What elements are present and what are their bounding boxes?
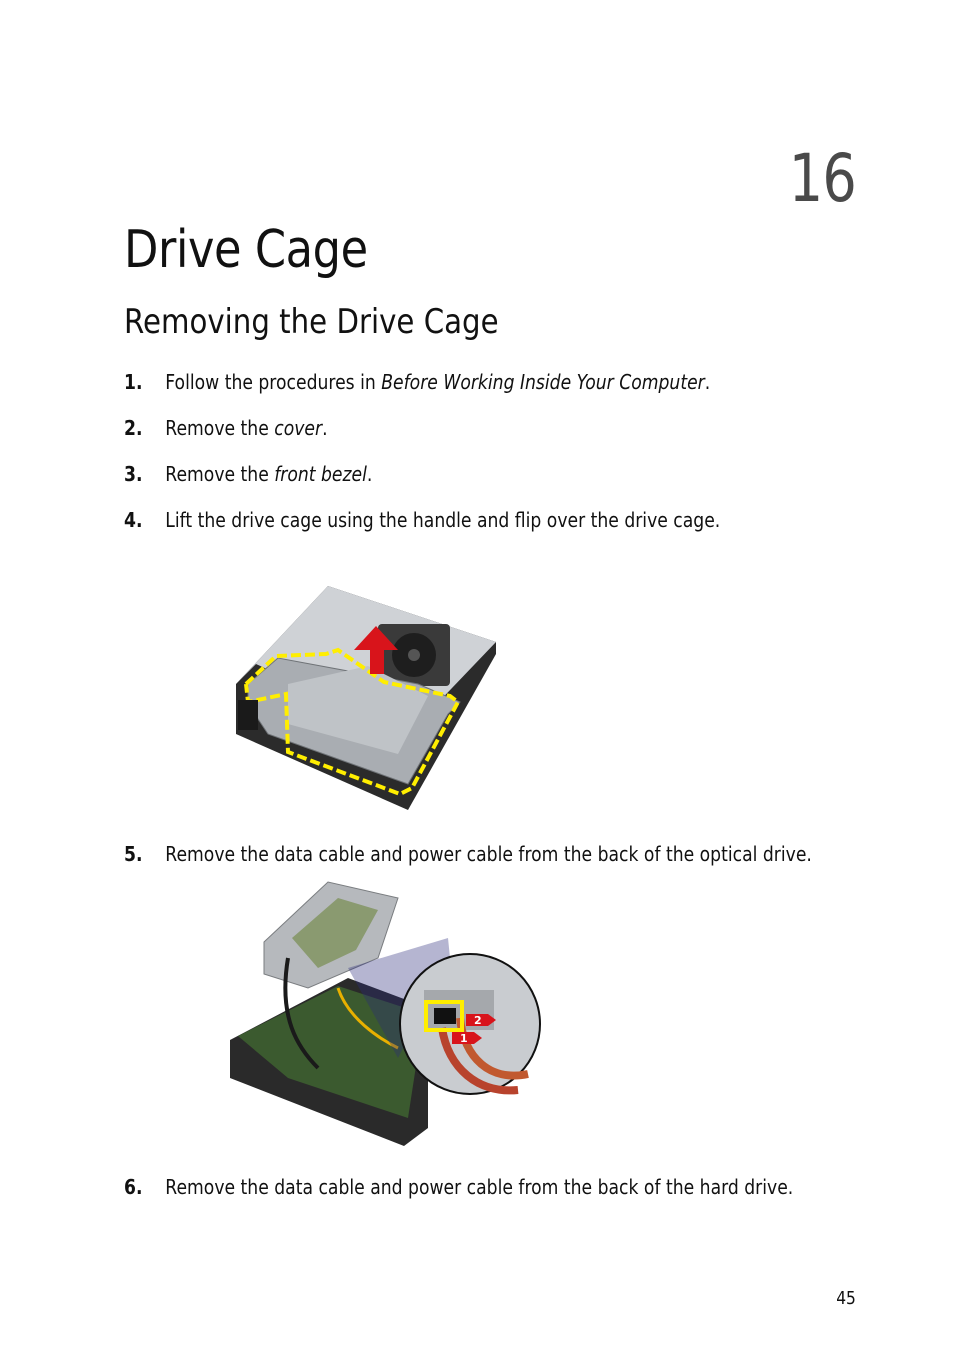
step-text-end: . bbox=[366, 462, 373, 486]
step-number: 4. bbox=[124, 508, 143, 532]
step-4 bbox=[124, 508, 720, 532]
fan-hub bbox=[408, 649, 420, 661]
step-link-cover[interactable]: cover bbox=[274, 416, 323, 440]
step-3 bbox=[124, 462, 372, 486]
chapter-title: Drive Cage bbox=[124, 220, 368, 280]
connector bbox=[434, 1008, 456, 1024]
step-text: Remove the data cable and power cable from the back of the hard drive. bbox=[165, 1175, 794, 1199]
step-text: Remove the bbox=[165, 462, 275, 486]
page-number: 45 bbox=[836, 1288, 856, 1309]
step-text: Lift the drive cage using the handle and flip over the drive cage. bbox=[165, 508, 721, 532]
step-2 bbox=[124, 416, 328, 440]
step-number: 3. bbox=[124, 462, 143, 486]
step-text: Remove the bbox=[165, 416, 275, 440]
step-6 bbox=[124, 1175, 793, 1199]
section-title: Removing the Drive Cage bbox=[124, 302, 499, 342]
chapter-number: 16 bbox=[788, 140, 856, 217]
step-link-before-working[interactable]: Before Working Inside Your Computer bbox=[381, 370, 705, 394]
step-number: 5. bbox=[124, 842, 143, 866]
step-1 bbox=[124, 370, 710, 394]
figure-lift-drive-cage bbox=[228, 584, 500, 812]
step-text: Remove the data cable and power cable from the back of the optical drive. bbox=[165, 842, 812, 866]
callout-2: 2 bbox=[474, 1014, 482, 1027]
front-vents bbox=[238, 700, 258, 730]
step-text-end: . bbox=[704, 370, 711, 394]
step-5 bbox=[124, 842, 812, 866]
step-number: 2. bbox=[124, 416, 143, 440]
step-number: 1. bbox=[124, 370, 143, 394]
step-text: Follow the procedures in bbox=[165, 370, 382, 394]
callout-1: 1 bbox=[460, 1032, 468, 1045]
step-number: 6. bbox=[124, 1175, 143, 1199]
step-link-front-bezel[interactable]: front bezel bbox=[274, 462, 367, 486]
figure-optical-drive-cables bbox=[228, 878, 542, 1146]
step-text-end: . bbox=[322, 416, 328, 440]
